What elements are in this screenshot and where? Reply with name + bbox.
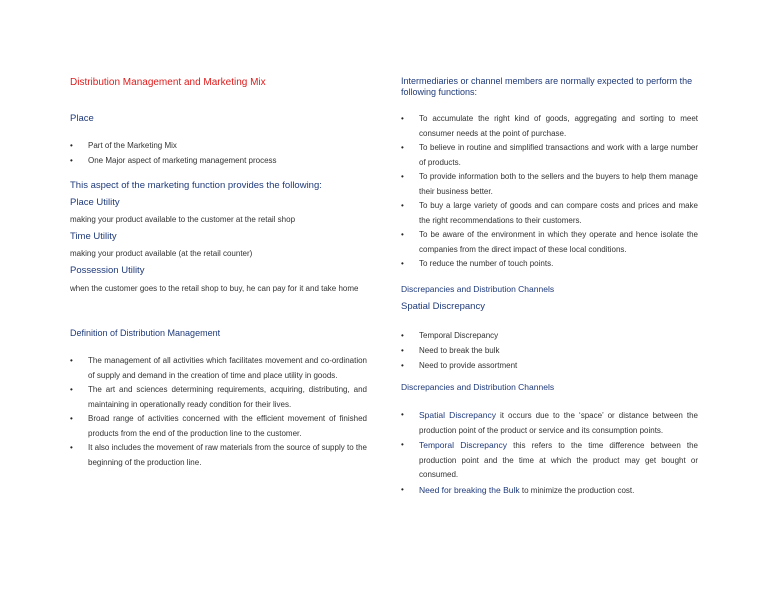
- list-item: • Temporal Discrepancy: [401, 328, 698, 343]
- list-item: • To accumulate the right kind of goods, aggregating and sorting to meet consumer needs at the point of purchase.: [401, 112, 698, 141]
- definition-bullet-list: [70, 354, 367, 470]
- detail-term: Temporal Discrepancy: [419, 440, 507, 450]
- detail-text: it occurs due to the ‘space’ or distance between the production point of the product or service and its consumption points.: [419, 411, 699, 435]
- list-item: • To buy a large variety of goods and can compare costs and prices and make the right recommendations to their customers.: [401, 199, 698, 228]
- discrepancy-bullet-list: [401, 328, 698, 373]
- list-item: • To provide information both to the sellers and the buyers to help them manage their business better.: [401, 170, 698, 199]
- list-item: [401, 408, 698, 438]
- list-item: • The art and sciences determining requirements, acquiring, distributing, and maintaining in operationally ready condition for their lives.: [70, 383, 367, 412]
- detail-term: Need for breaking the Bulk: [419, 484, 520, 495]
- list-item: [401, 438, 698, 483]
- intermediaries-heading: Intermediaries or channel members are normally expected to perform the following functions:: [401, 76, 693, 97]
- list-item: • Need to break the bulk: [401, 343, 698, 358]
- place-utility-text: making your product available to the customer at the retail shop: [70, 215, 296, 224]
- definition-heading: Definition of Distribution Management: [70, 328, 221, 338]
- detail-text: to minimize the production cost.: [519, 485, 635, 495]
- list-item: • Need to provide assortment: [401, 358, 698, 373]
- place-utility-heading: Place Utility: [70, 197, 120, 208]
- detail-text: this refers to the time difference between the production point and the time at which the product may get bought or consumed.: [419, 441, 698, 479]
- aspect-heading: This aspect of the marketing function provides the following:: [70, 180, 322, 191]
- list-item: • One Major aspect of marketing management process: [70, 154, 370, 169]
- time-utility-text: making your product available (at the retail counter): [70, 249, 253, 258]
- detail-term: Spatial Discrepancy: [419, 410, 496, 420]
- document-title: Distribution Management and Marketing Mix: [70, 77, 266, 88]
- possession-utility-text: when the customer goes to the retail shop to buy, he can pay for it and take home: [70, 284, 359, 293]
- list-item: • Broad range of activities concerned with the efficient movement of finished products from the end of the production line to the customer.: [70, 412, 367, 441]
- list-item: • To believe in routine and simplified transactions and work with a large number of products.: [401, 141, 698, 170]
- detail-bullet-list: [401, 408, 698, 498]
- list-item: • The management of all activities which facilitates movement and co-ordination of supply and demand in the creation of time and place utility in goods.: [70, 354, 367, 383]
- time-utility-heading: Time Utility: [70, 231, 117, 242]
- functions-bullet-list: [401, 112, 698, 272]
- possession-utility-heading: Possession Utility: [70, 265, 145, 276]
- spatial-discrepancy-heading: Spatial Discrepancy: [401, 301, 485, 312]
- list-item: • To reduce the number of touch points.: [401, 257, 698, 272]
- list-item: [401, 483, 698, 499]
- list-item: • Part of the Marketing Mix: [70, 139, 370, 154]
- place-heading: Place: [70, 113, 94, 124]
- discrepancies-heading-1: Discrepancies and Distribution Channels: [401, 284, 555, 294]
- discrepancies-heading-2: Discrepancies and Distribution Channels: [401, 382, 555, 392]
- place-bullet-list: [70, 139, 370, 168]
- list-item: • To be aware of the environment in which they operate and hence isolate the companies from the direct impact of these local conditions.: [401, 228, 698, 257]
- list-item: • It also includes the movement of raw materials from the source of supply to the beginning of the production line.: [70, 441, 367, 470]
